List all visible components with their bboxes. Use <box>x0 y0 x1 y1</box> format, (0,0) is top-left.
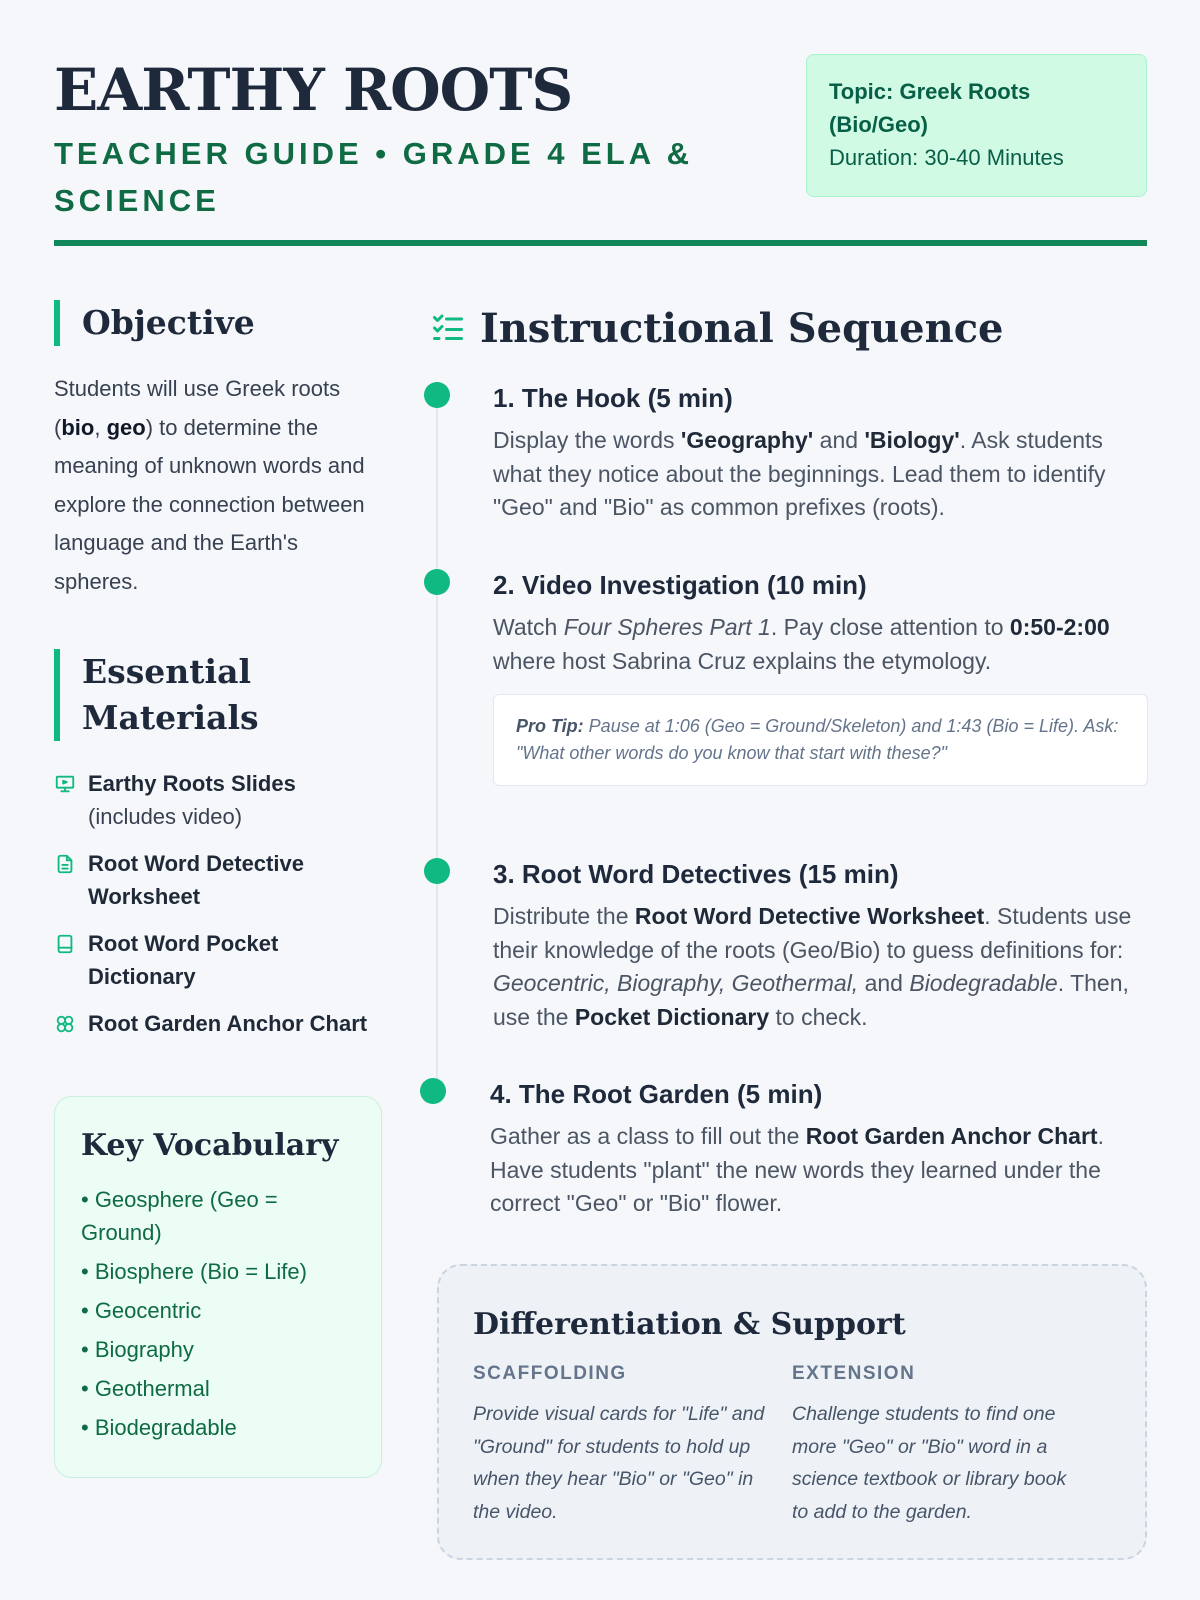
duration-text: Duration: 30-40 Minutes <box>829 145 1064 170</box>
page-subtitle: TEACHER GUIDE • GRADE 4 ELA & SCIENCE <box>54 136 693 218</box>
objective-bold-bio: bio <box>61 414 95 440</box>
vocabulary-item: • Biosphere (Bio = Life) <box>81 1259 307 1284</box>
vocabulary-item: • Biodegradable <box>81 1415 237 1440</box>
differentiation-heading: Differentiation & Support <box>473 1307 906 1342</box>
pro-tip-box <box>493 694 1148 786</box>
scaffolding-column <box>473 1360 792 1528</box>
material-item <box>54 1007 384 1040</box>
step-title: 1. The Hook (5 min) <box>493 383 733 413</box>
topic-text: Topic: Greek Roots (Bio/Geo) <box>829 79 1031 137</box>
material-item <box>54 767 384 833</box>
pro-tip-text: Pause at 1:06 (Geo = Ground/Skeleton) and 1:43 (Bio = Life). Ask: "What other words do you know that start with these?" <box>516 716 1119 763</box>
vocabulary-item: • Biography <box>81 1337 194 1362</box>
material-name: Root Word Pocket Dictionary <box>88 931 279 989</box>
step-title: 4. The Root Garden (5 min) <box>490 1079 823 1109</box>
step-body <box>493 567 1148 786</box>
step-title: 3. Root Word Detectives (15 min) <box>493 859 899 889</box>
step-bold: 'Biology' <box>864 427 960 453</box>
step-text: . Ask students what they notice about the beginnings. Lead them to identify "Geo" and "Bio" as common prefixes (roots). <box>493 427 1106 520</box>
step-title: 2. Video Investigation (10 min) <box>493 570 867 600</box>
step-text: Display the words <box>493 427 681 453</box>
step-text: and <box>858 970 910 996</box>
step-text: . Then, use the <box>493 970 1129 1030</box>
material-item <box>54 927 384 993</box>
objective-heading: Objective <box>54 300 384 346</box>
step-bold: 0:50-2:00 <box>1009 614 1110 640</box>
step-bold: Pocket Dictionary <box>574 1003 770 1030</box>
scaffolding-text: Provide visual cards for "Life" and "Ground" for students to hold up when they hear "Bio" or "Geo" in the video. <box>473 1403 765 1523</box>
step-3 <box>422 856 1148 1034</box>
document-icon <box>54 853 76 875</box>
presentation-icon <box>54 773 76 795</box>
timeline-dot <box>424 382 450 408</box>
step-italic: Biodegradable <box>909 970 1058 996</box>
step-bold: Root Word Detective Worksheet <box>634 903 985 929</box>
material-name: Root Word Detective Worksheet <box>88 851 304 909</box>
material-note: (includes video) <box>88 804 243 829</box>
step-description <box>493 611 1148 678</box>
vocabulary-item: • Geosphere (Geo = Ground) <box>81 1187 278 1245</box>
step-text: to check. <box>769 1003 868 1030</box>
step-bold: 'Geography' <box>680 427 814 453</box>
extension-label: EXTENSION <box>792 1363 916 1384</box>
step-2 <box>422 567 1148 786</box>
step-text: Watch <box>493 614 564 640</box>
material-item <box>54 847 384 913</box>
pro-tip-label: Pro Tip: <box>516 716 584 736</box>
step-bold: Root Garden Anchor Chart <box>805 1123 1098 1149</box>
objective-bold-geo: geo <box>106 414 146 440</box>
left-column <box>54 300 384 1054</box>
vocabulary-item: • Geocentric <box>81 1298 202 1323</box>
step-text: Gather as a class to fill out the <box>490 1123 806 1149</box>
step-text: . Students use their knowledge of the roots (Geo/Bio) to guess definitions for: <box>493 903 1132 963</box>
page-title: EARTHY ROOTS <box>54 56 573 124</box>
step-description <box>490 1120 1148 1221</box>
materials-heading: Essential Materials <box>54 649 384 741</box>
extension-column <box>792 1360 1111 1528</box>
step-text: . Have students "plant" the new words they learned under the correct "Geo" or "Bio" flower. <box>490 1123 1104 1216</box>
header-divider <box>54 240 1147 246</box>
right-column <box>430 300 1148 356</box>
step-italic: Geocentric, Biography, Geothermal, <box>493 970 859 996</box>
step-text: where host Sabrina Cruz explains the etymology. <box>493 647 992 674</box>
book-icon <box>54 933 76 955</box>
materials-list <box>54 767 384 1040</box>
step-4 <box>422 1076 1148 1221</box>
timeline-dot <box>424 858 450 884</box>
step-description <box>493 900 1148 1034</box>
step-description <box>493 424 1148 525</box>
objective-text-part: ) to determine the meaning of unknown words and explore the connection between language and the Earth's spheres. <box>54 414 365 594</box>
vocabulary-list <box>81 1183 355 1444</box>
material-name: Earthy Roots Slides <box>88 771 296 796</box>
material-name: Root Garden Anchor Chart <box>88 1011 368 1036</box>
sequence-heading: Instructional Sequence <box>480 304 1004 352</box>
checklist-icon <box>430 310 466 346</box>
objective-text <box>54 370 384 601</box>
step-body <box>493 380 1148 525</box>
vocabulary-item: • Geothermal <box>81 1376 210 1401</box>
sequence-header <box>430 300 1148 356</box>
step-1 <box>422 380 1148 525</box>
objective-text-part: , <box>94 414 107 440</box>
extension-text: Challenge students to find one more "Geo" or "Bio" word in a science textbook or library book to add to the garden. <box>792 1403 1067 1523</box>
differentiation-columns <box>473 1360 1111 1528</box>
step-text: Distribute the <box>493 903 635 929</box>
flower-icon <box>54 1013 76 1035</box>
vocabulary-box <box>54 1096 382 1478</box>
scaffolding-label: SCAFFOLDING <box>473 1363 627 1384</box>
step-body <box>493 856 1148 1034</box>
step-text: and <box>813 427 865 453</box>
timeline-dot <box>420 1078 446 1104</box>
step-text: . Pay close attention to <box>770 614 1010 640</box>
differentiation-box <box>437 1264 1147 1560</box>
objective-text-part: Students will use Greek roots ( <box>54 376 341 440</box>
vocabulary-heading: Key Vocabulary <box>81 1128 339 1163</box>
timeline-dot <box>424 569 450 595</box>
step-body <box>490 1076 1148 1221</box>
topic-info-box <box>806 54 1147 197</box>
step-italic: Four Spheres Part 1 <box>563 614 771 640</box>
